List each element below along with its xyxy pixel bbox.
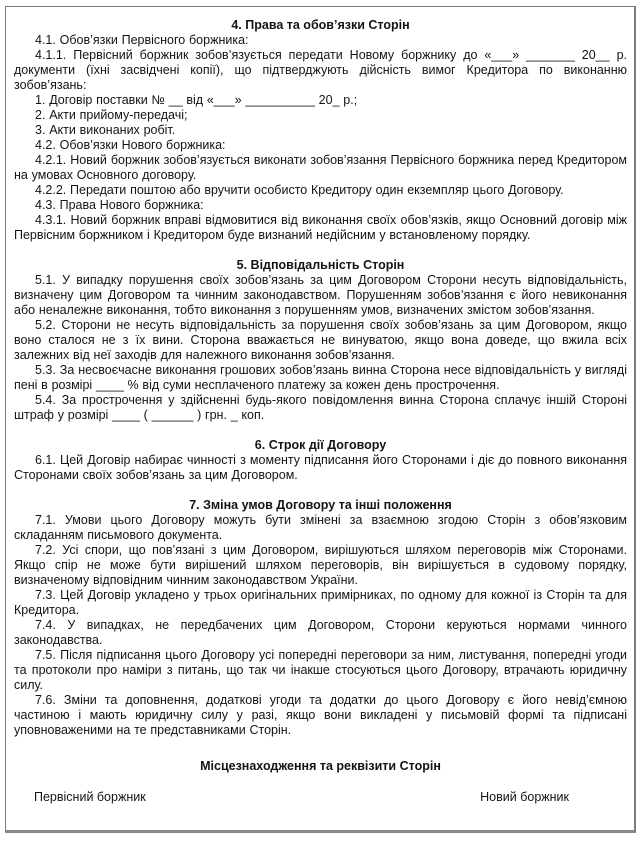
- paragraph: 4.2.1. Новий боржник зобов’язується виконати зобов’язання Первісного боржника перед Кредитором на умовах Основного договору.: [14, 153, 627, 182]
- paragraph: 5.1. У випадку порушення своїх зобов’язань за цим Договором Сторони несуть відповідальність, визначену цим Договором та чинним законодавством. Порушенням зобов’язання є його невиконання або неналежне виконання, тобто виконання з порушенням умов, визначених змістом зобов’язання.: [14, 273, 627, 317]
- original-debtor-label: Первісний боржник: [34, 790, 146, 804]
- paragraph: 7.4. У випадках, не передбачених цим Договором, Сторони керуються нормами чинного законодавства.: [14, 618, 627, 647]
- section-heading: 5. Відповідальність Сторін: [236, 258, 405, 272]
- contract-page: [5, 6, 636, 833]
- section-heading: 4. Права та обов’язки Сторін: [231, 18, 410, 32]
- section-heading: 7. Зміна умов Договору та інші положення: [189, 498, 452, 512]
- section-paragraphs: [14, 33, 627, 243]
- requisites-heading: Місцезнаходження та реквізити Сторін: [200, 759, 441, 773]
- paragraph: 2. Акти прийому-передачі;: [35, 108, 188, 122]
- paragraph: 4.1.1. Первісний боржник зобов’язується передати Новому боржнику до «___» _______ 20__ р. документи (їхні засвідчені копії), що підтверджують дійсність вимог Кредитора по виконанню зобов’язань:: [14, 48, 627, 92]
- paragraph: 4.2. Обов’язки Нового боржника:: [35, 138, 226, 152]
- section-amendments: [14, 498, 627, 738]
- paragraph: 5.3. За несвоєчасне виконання грошових зобов’язань винна Сторона несе відповідальність у вигляді пені в розмірі ____ % від суми несплаченого платежу за кожен день прострочення.: [14, 363, 627, 392]
- paragraph: 4.2.2. Передати поштою або вручити особисто Кредитору один екземпляр цього Договору.: [35, 183, 564, 197]
- paragraph: 7.6. Зміни та доповнення, додаткові угоди та додатки до цього Договору є його невід’ємною частиною і мають юридичну силу у разі, якщо вони викладені у письмовій формі та підписані уповноваженими на те представниками Сторін.: [14, 693, 627, 737]
- paragraph: 3. Акти виконаних робіт.: [35, 123, 176, 137]
- section-term: [14, 438, 627, 483]
- paragraph: 5.2. Сторони не несуть відповідальність за порушення своїх зобов’язань за цим Договором, якщо воно сталося не з їх вини. Сторона вважається не винуватою, якщо вона доведе, що вжила всіх залежних від неї заходів для належного виконання зобов’язання.: [14, 318, 627, 362]
- paragraph: 7.2. Усі спори, що пов’язані з цим Договором, вирішуються шляхом переговорів між Сторонами. Якщо спір не може бути вирішений шляхом переговорів, він вирішується в судовому порядку, визначеному відповідним чинним законодавством України.: [14, 543, 627, 587]
- signature-row: [14, 790, 627, 805]
- section-paragraphs: [14, 453, 627, 483]
- paragraph: 7.5. Після підписання цього Договору усі попередні переговори за ним, листування, попередні угоди та протоколи про наміри з питань, що так чи інакше стосуються цього Договору, втрачають юридичну силу.: [14, 648, 627, 692]
- paragraph: 7.1. Умови цього Договору можуть бути змінені за взаємною згодою Сторін з обов’язковим складанням письмового документа.: [14, 513, 627, 542]
- new-debtor-label: Новий боржник: [480, 790, 569, 804]
- section-paragraphs: [14, 513, 627, 738]
- paragraph: 4.3. Права Нового боржника:: [35, 198, 204, 212]
- section-rights-and-obligations: [14, 18, 627, 243]
- paragraph: 4.3.1. Новий боржник вправі відмовитися від виконання своїх обов’язків, якщо Основний договір між Первісним боржником і Кредитором буде визнаний недійсним у встановленому порядку.: [14, 213, 627, 242]
- section-liability: [14, 258, 627, 423]
- section-heading: 6. Строк дії Договору: [254, 438, 387, 452]
- section-paragraphs: [14, 273, 627, 423]
- paragraph: 6.1. Цей Договір набирає чинності з моменту підписання його Сторонами і діє до повного виконання Сторонами своїх зобов’язань за цим Договором.: [14, 453, 627, 482]
- paragraph: 7.3. Цей Договір укладено у трьох оригінальних примірниках, по одному для кожної із Сторін та для Кредитора.: [14, 588, 627, 617]
- paragraph: 1. Договір поставки № __ від «___» __________ 20_ р.;: [35, 93, 358, 107]
- paragraph: 5.4. За прострочення у здійсненні будь-якого повідомлення винна Сторона сплачує іншій Стороні штраф у розмірі ____ ( ______ ) грн. _ коп.: [14, 393, 627, 422]
- paragraph: 4.1. Обов’язки Первісного боржника:: [35, 33, 249, 47]
